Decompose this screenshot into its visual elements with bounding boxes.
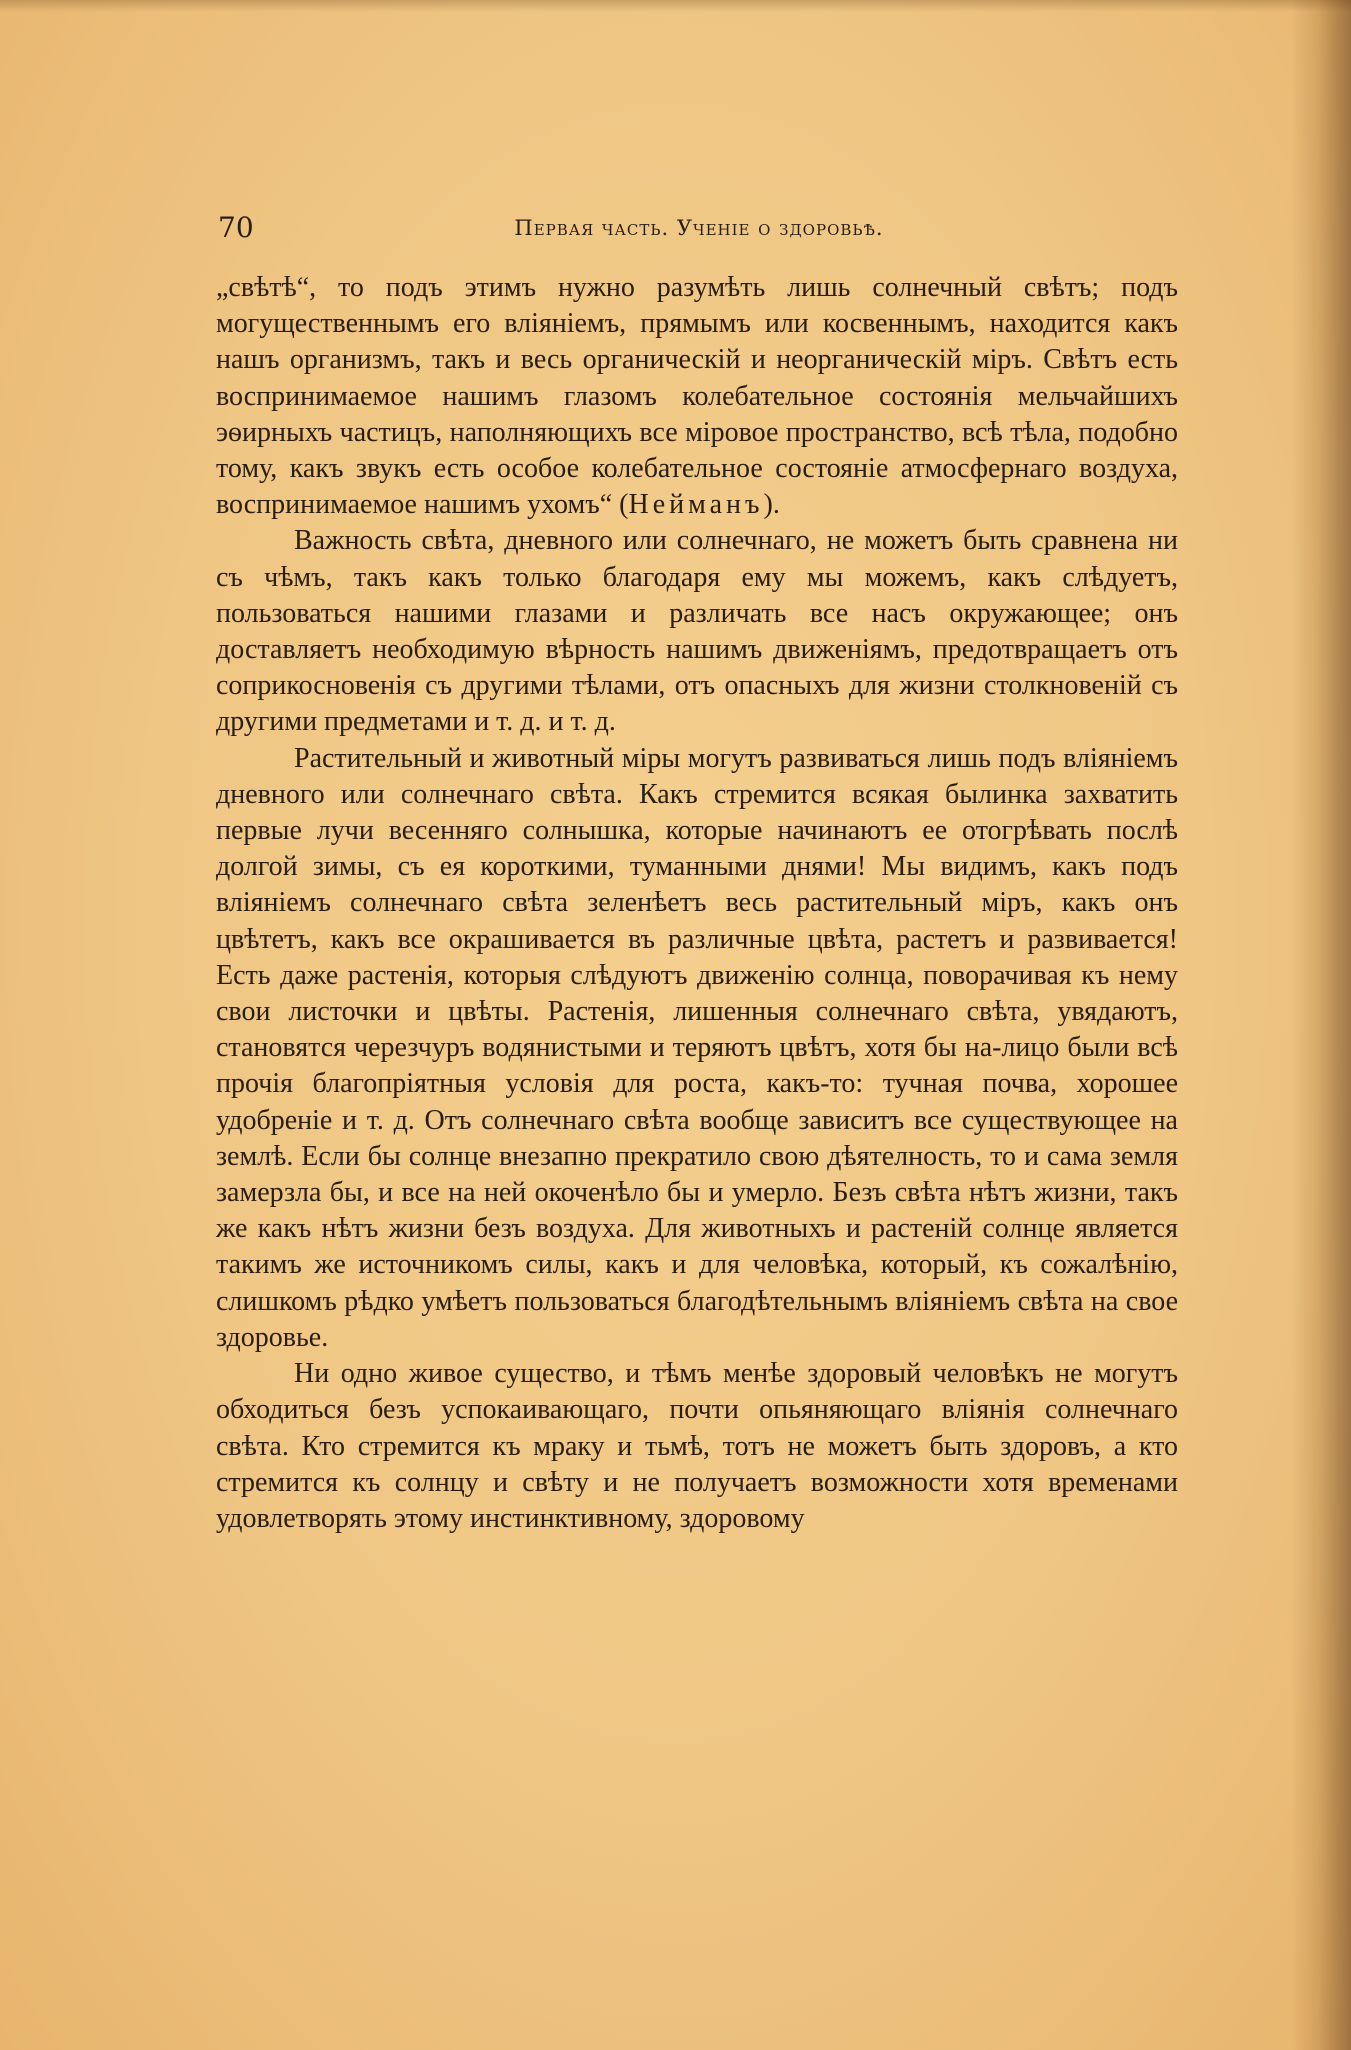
paragraph-1-text: „свѣтѣ“, то подъ этимъ нужно разумѣть лишь солнечный свѣтъ; подъ могущественнымъ его вліяніемъ, прямымъ или косвеннымъ, находится какъ нашъ организмъ, такъ и весь органическій и неорганическій міръ. Свѣтъ есть воспринимаемое нашимъ глазомъ колебательное состоянія мельчайшихъ эѳирныхъ частицъ, наполняющихъ все міровое пространство, всѣ тѣла, подобно тому, какъ звукъ есть особое колебательное состояніе атмосфернаго воздуха, воспринимаемое нашимъ ухомъ“ (	[216, 272, 1178, 521]
paragraph-1	[216, 270, 1178, 523]
paragraph-4: Ни одно живое существо, и тѣмъ менѣе здоровый человѣкъ не могутъ обходиться безъ успокаивающаго, почти опьяняющаго вліянія солнечнаго свѣта. Кто стремится къ мраку и тьмѣ, тотъ не можетъ быть здоровъ, а кто стремится къ солнцу и свѣту и не получаетъ возможности хотя временами удовлетворять этому инстинктивному, здоровому	[216, 1358, 1178, 1534]
paragraph-1-end: ).	[763, 489, 780, 521]
running-head: Первая часть. Ученіе о здоровьѣ.	[514, 216, 884, 240]
page-number: 70	[218, 211, 254, 244]
binding-shadow	[1291, 0, 1351, 2050]
body-text	[216, 270, 1178, 1537]
author-name: Нейманъ	[628, 489, 764, 521]
page-top-edge	[0, 0, 1351, 12]
paragraph-3: Растительный и животный міры могутъ развиваться лишь подъ вліяніемъ дневного или солнечнаго свѣта. Какъ стремится всякая былинка захватить первые лучи весенняго солнышка, которые начинаютъ ее отогрѣвать послѣ долгой зимы, съ ея короткими, туманными днями! Мы видимъ, какъ подъ вліяніемъ солнечнаго свѣта зеленѣетъ весь растительный міръ, какъ онъ цвѣтетъ, какъ все окрашивается въ различные цвѣта, растетъ и развивается! Есть даже растенія, которыя слѣдуютъ движенію солнца, поворачивая къ нему свои листочки и цвѣты. Растенія, лишенныя солнечнаго свѣта, увядаютъ, становятся черезчуръ водянистыми и теряютъ цвѣтъ, хотя бы на-лицо были всѣ прочія благопріятныя условія для роста, какъ-то: тучная почва, хорошее удобреніе и т. д. Отъ солнечнаго свѣта вообще зависитъ все существующее на землѣ. Если бы солнце внезапно прекратило свою дѣятелность, то и сама земля замерзла бы, и все на ней окоченѣло бы и умерло. Безъ свѣта нѣтъ жизни, такъ же какъ нѣтъ жизни безъ воздуха. Для животныхъ и растеній солнце является такимъ же источникомъ силы, какъ и для человѣка, который, къ сожалѣнію, слишкомъ рѣдко умѣетъ пользоваться благодѣтельнымъ вліяніемъ свѣта на свое здоровье.	[216, 742, 1178, 1353]
page-header	[218, 208, 1180, 248]
paragraph-2: Важность свѣта, дневного или солнечнаго, не можетъ быть сравнена ни съ чѣмъ, такъ какъ только благодаря ему мы можемъ, какъ слѣдуетъ, пользоваться нашими глазами и различать все насъ окружающее; онъ доставляетъ необходимую вѣрность нашимъ движеніямъ, предотвращаетъ отъ соприкосновенія съ другими тѣлами, отъ опасныхъ для жизни столкновеній съ другими предметами и т. д. и т. д.	[216, 525, 1178, 738]
